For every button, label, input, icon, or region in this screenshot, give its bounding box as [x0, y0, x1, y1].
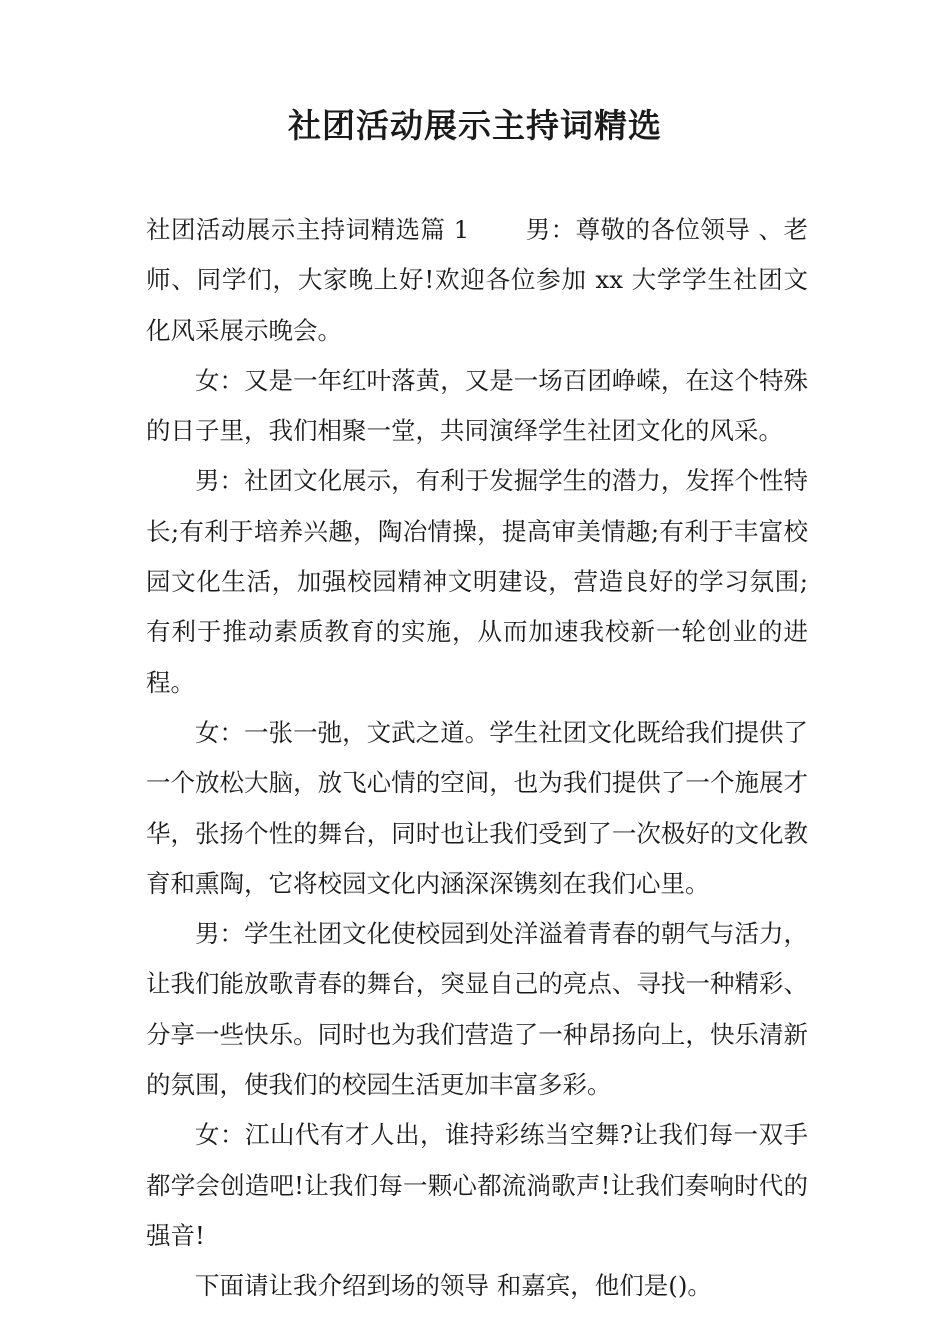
paragraph-5: 男：学生社团文化使校园到处洋溢着青春的朝气与活力，让我们能放歌青春的舞台，突显自己的亮点、寻找一种精彩、分享一些快乐。同时也为我们营造了一种昂扬向上，快乐清新的氛围，使我们的校园生活更加丰富多彩。	[146, 919, 808, 1100]
paragraph-7: 下面请让我介绍到场的领导 和嘉宾，他们是()。	[195, 1271, 712, 1301]
paragraph-2: 女：又是一年红叶落黄，又是一场百团峥嵘，在这个特殊的日子里，我们相聚一堂，共同演绎学生社团文化的风采。	[146, 365, 808, 446]
paragraph-4: 女：一张一弛，文武之道。学生社团文化既给我们提供了一个放松大脑，放飞心情的空间，也为我们提供了一个施展才华，张扬个性的舞台，同时也让我们受到了一次极好的文化教育和熏陶，它将校园文化内涵深深镌刻在我们心里。	[146, 717, 808, 898]
paragraph-6: 女：江山代有才人出，谁持彩练当空舞?让我们每一双手都学会创造吧!让我们每一颗心都流淌歌声!让我们奏响时代的强音!	[146, 1120, 808, 1250]
paragraph-1	[146, 205, 808, 356]
document-title: 社团活动展示主持词精选	[288, 106, 662, 145]
paragraph-3: 男：社团文化展示，有利于发掘学生的潜力，发挥个性特长;有利于培养兴趣，陶冶情操，提高审美情趣;有利于丰富校园文化生活，加强校园精神文明建设，营造良好的学习氛围;有利于推动素质教育的实施，从而加速我校新一轮创业的进程。	[146, 466, 808, 697]
section-heading: 社团活动展示主持词精选篇 1	[146, 215, 470, 244]
paragraph-text: 男：尊敬的各位领导 、老师、同学们，大家晚上好!欢迎各位参加 xx 大学学生社团文化风采展示晚会。	[146, 215, 808, 345]
document-body	[146, 205, 808, 1312]
